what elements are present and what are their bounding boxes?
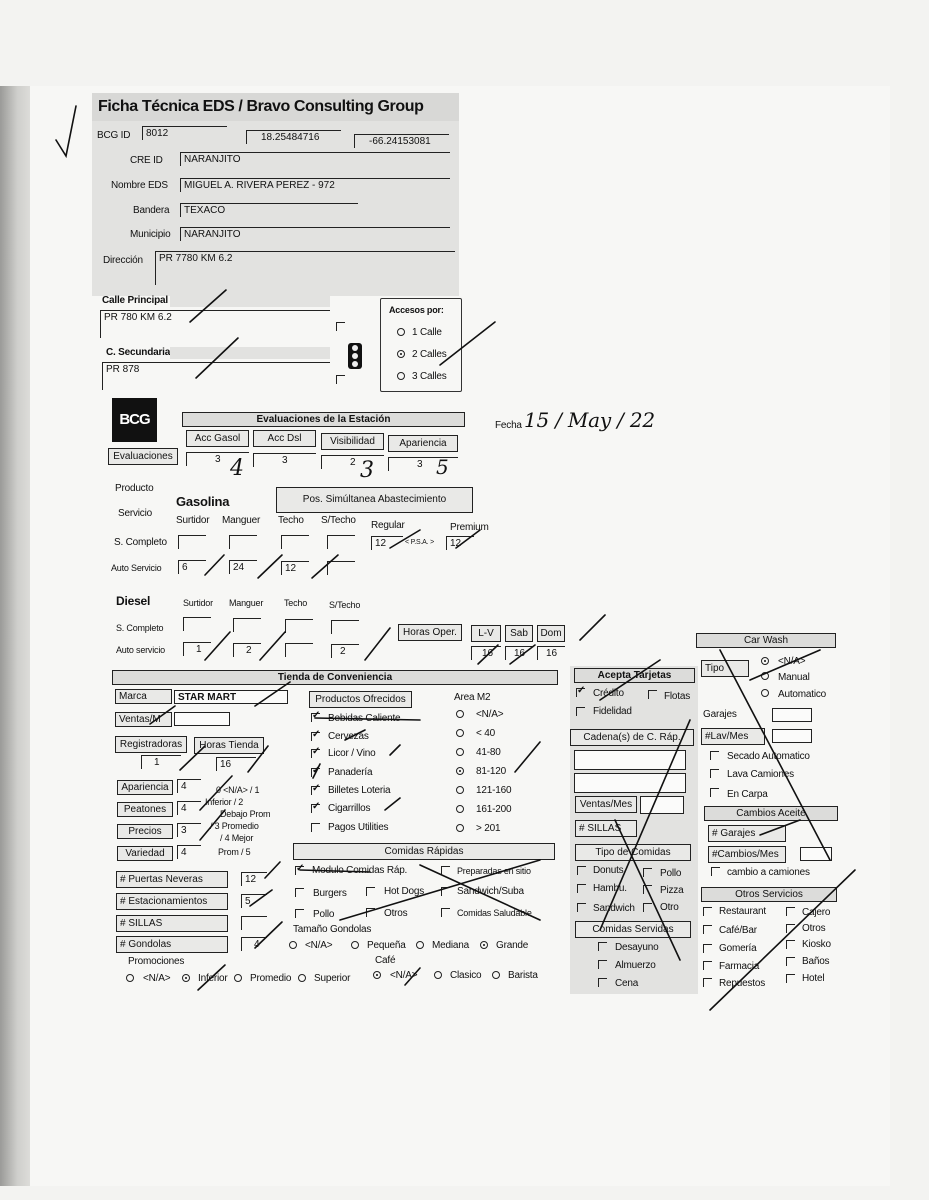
producto-label-5: Cigarrillos	[328, 803, 371, 814]
rating-precios-button[interactable]: Precios	[117, 824, 173, 839]
otros-right-label-2: Kiosko	[802, 939, 831, 950]
otros-left-checkbox-3[interactable]	[703, 961, 712, 970]
ventas-mes-field[interactable]	[640, 796, 684, 814]
scale-line-1: 0 <N/A> / 1	[216, 785, 260, 795]
scale-line-5: / 4 Mejor	[220, 833, 254, 843]
area-radio-3[interactable]	[456, 767, 464, 775]
diesel-title: Diesel	[116, 594, 151, 608]
accesos-option-3: 3 Calles	[412, 371, 447, 382]
eval-col-acc-gasol[interactable]: Acc Gasol	[186, 430, 249, 447]
producto-label: Producto	[115, 483, 154, 494]
servicio-label: Servicio	[118, 508, 152, 519]
servida-checkbox-1[interactable]	[598, 960, 607, 969]
dsl-auto-techo[interactable]	[285, 643, 313, 657]
producto-label-0: Bebidas Caliente	[328, 713, 401, 724]
registradoras-field[interactable]: 1	[141, 755, 181, 769]
traffic-light-icon	[348, 343, 362, 369]
eval-col-acc-dsl[interactable]: Acc Dsl	[253, 430, 316, 447]
cafe-option-1: Clasico	[450, 970, 482, 981]
carwash-extra-checkbox-0[interactable]	[710, 751, 719, 760]
tipo-comida-label-4: Sandwich	[593, 903, 635, 914]
tipo-comida-label-5: Otro	[660, 902, 679, 913]
count-puertas-value[interactable]: 12	[241, 872, 267, 886]
carwash-option-1: Manual	[778, 672, 810, 683]
count-sillas-button[interactable]: # SILLAS	[116, 915, 228, 932]
area-option-6: > 201	[476, 823, 501, 834]
gas-col-techo: Techo	[278, 515, 304, 526]
tamano-gondolas-label: Tamaño Gondolas	[293, 924, 372, 935]
count-estacionamientos-button[interactable]: # Estacionamientos	[116, 893, 228, 910]
tamano-radio-1[interactable]	[351, 941, 359, 949]
tipo-comida-label-2: Hambu.	[593, 883, 627, 894]
dsl-completo-manguer[interactable]	[233, 618, 261, 632]
carwash-extra-label-0: Secado Automatico	[727, 751, 810, 762]
accesos-option-1: 1 Calle	[412, 327, 442, 338]
horas-value-dom[interactable]: 16	[537, 646, 565, 660]
registradoras-button[interactable]: Registradoras	[115, 736, 187, 753]
scale-line-6: Prom / 5	[218, 847, 251, 857]
count-gondolas-button[interactable]: # Gondolas	[116, 936, 228, 953]
carwash-extra-label-2: En Carpa	[727, 789, 768, 800]
evaluaciones-header: Evaluaciones de la Estación	[182, 412, 465, 427]
horas-tienda-field[interactable]: 16	[216, 757, 256, 771]
comida-rapida-label-6: Otros	[384, 908, 408, 919]
otros-right-checkbox-2[interactable]	[786, 940, 795, 949]
producto-label-2: Licor / Vino	[328, 748, 376, 759]
area-radio-0[interactable]	[456, 710, 464, 718]
eval-col-apariencia[interactable]: Apariencia	[388, 435, 458, 452]
productos-ofrecidos-button[interactable]: Productos Ofrecidos	[309, 691, 412, 708]
gas-completo-techo[interactable]	[281, 535, 309, 549]
comidas-servidas-button[interactable]: Comidas Servidas	[575, 921, 691, 938]
eval-value-visibilidad[interactable]: 2	[321, 455, 384, 469]
marca-field[interactable]: STAR MART	[174, 690, 288, 704]
accesos-radio-1[interactable]	[397, 328, 405, 336]
comida-rapida-label-1: Preparadas en sitio	[457, 866, 531, 876]
rating-precios-value[interactable]: 3	[177, 823, 201, 837]
tipo-comida-checkbox-0[interactable]	[577, 866, 586, 875]
producto-checkbox-5[interactable]	[311, 804, 320, 813]
otros-left-label-4: Repuestos	[719, 978, 766, 989]
eval-value-acc-dsl[interactable]: 3	[253, 453, 316, 467]
direccion-field[interactable]: PR 7780 KM 6.2	[155, 251, 455, 285]
cafe-option-2: Barista	[508, 970, 538, 981]
tarjeta-label-fidelidad: Fidelidad	[593, 706, 632, 717]
gas-completo-manguer[interactable]	[229, 535, 257, 549]
otros-left-label-3: Farmacia	[719, 961, 760, 972]
dsl-col-techo: Techo	[284, 598, 308, 608]
carwash-radio-0[interactable]	[761, 657, 769, 665]
cadenas-field-1[interactable]	[574, 750, 686, 770]
eval-col-visibilidad[interactable]: Visibilidad	[321, 433, 384, 450]
comida-rapida-label-4: Sandwich/Suba	[457, 886, 524, 897]
tarjeta-checkbox-fidelidad[interactable]	[576, 707, 585, 716]
gas-col-s-techo: S/Techo	[321, 515, 356, 526]
rating-variedad-button[interactable]: Variedad	[117, 846, 173, 861]
tamano-option-0: <N/A>	[305, 940, 333, 951]
comida-rapida-label-7: Comidas Saludable	[457, 908, 532, 918]
regular-label: Regular	[371, 520, 405, 531]
producto-label-1: Cervezas	[328, 731, 369, 742]
comida-rapida-checkbox-6[interactable]	[366, 908, 375, 917]
dsl-auto-manguer[interactable]: 2	[233, 643, 261, 657]
cambios-mes-button[interactable]: #Cambios/Mes	[708, 846, 786, 863]
tipo-comida-checkbox-4[interactable]	[577, 903, 586, 912]
form-title: Ficha Técnica EDS / Bravo Consulting Group	[92, 93, 459, 121]
area-radio-2[interactable]	[456, 748, 464, 756]
count-gondolas-value[interactable]: 4	[241, 937, 267, 951]
bcg-logo: BCG	[112, 398, 157, 442]
otros-left-checkbox-1[interactable]	[703, 925, 712, 934]
tarjeta-label-flotas: Flotas	[664, 691, 691, 702]
comida-rapida-label-2: Burgers	[313, 888, 347, 899]
otros-left-label-0: Restaurant	[719, 906, 766, 917]
rating-apariencia-value[interactable]: 4	[177, 779, 201, 793]
rating-peatones-value[interactable]: 4	[177, 801, 201, 815]
servida-checkbox-2[interactable]	[598, 978, 607, 987]
carwash-option-0: <N/A>	[778, 656, 806, 667]
horas-col-lv[interactable]: L-V	[471, 625, 501, 642]
producto-checkbox-0[interactable]	[311, 713, 320, 722]
cambios-mes-field[interactable]	[800, 847, 832, 861]
car-wash-header: Car Wash	[696, 633, 836, 648]
carwash-radio-2[interactable]	[761, 689, 769, 697]
scale-line-2: Inferior / 2	[205, 797, 244, 807]
dsl-completo-stecho[interactable]	[331, 620, 359, 634]
carwash-radio-1[interactable]	[761, 672, 769, 680]
otros-left-checkbox-4[interactable]	[703, 978, 712, 987]
promo-radio-1[interactable]	[182, 974, 190, 982]
cafe-label: Café	[375, 955, 396, 966]
count-puertas-button[interactable]: # Puertas Neveras	[116, 871, 228, 888]
servida-label-0: Desayuno	[615, 942, 659, 953]
cadenas-field-2[interactable]	[574, 773, 686, 793]
comida-rapida-checkbox-1[interactable]	[441, 866, 450, 875]
horas-value-sab[interactable]: 16	[505, 646, 533, 660]
area-option-0: <N/A>	[476, 709, 504, 720]
gas-completo-surtidor[interactable]	[178, 535, 206, 549]
tipo-button[interactable]: Tipo	[701, 660, 749, 677]
municipio-label: Municipio	[130, 229, 171, 240]
calle-principal-bar	[170, 295, 330, 307]
calle-principal-field[interactable]: PR 780 KM 6.2	[100, 310, 330, 338]
otros-right-checkbox-3[interactable]	[786, 957, 795, 966]
horas-col-sab[interactable]: Sab	[505, 625, 533, 642]
municipio-field[interactable]: NARANJITO	[180, 227, 450, 241]
area-radio-6[interactable]	[456, 824, 464, 832]
promo-radio-2[interactable]	[234, 974, 242, 982]
area-radio-1[interactable]	[456, 729, 464, 737]
cadenas-button[interactable]: Cadena(s) de C. Ráp.	[570, 729, 694, 746]
producto-label-6: Pagos Utilities	[328, 822, 389, 833]
otros-right-label-4: Hotel	[802, 973, 825, 984]
otros-right-label-1: Otros	[802, 923, 826, 934]
eval-handwritten-acc-gasol: 4	[230, 456, 244, 481]
psa-label: < P.S.A. >	[405, 539, 435, 546]
premium-label: Premium	[450, 522, 489, 533]
tamano-option-2: Mediana	[432, 940, 469, 951]
otros-right-checkbox-4[interactable]	[786, 974, 795, 983]
bandera-field[interactable]: TEXACO	[180, 203, 358, 217]
comida-rapida-checkbox-4[interactable]	[441, 887, 450, 896]
gas-col-manguer: Manguer	[222, 515, 261, 526]
c-secundaria-label: C. Secundaria	[106, 347, 171, 358]
eval-value-acc-gasol[interactable]: 3	[186, 452, 249, 466]
tipo-comida-checkbox-5[interactable]	[643, 903, 652, 912]
tipo-comida-label-1: Pollo	[660, 868, 682, 879]
scale-line-3: Debajo Prom	[220, 809, 271, 819]
dsl-auto-surtidor[interactable]: 1	[183, 642, 211, 656]
otros-right-label-0: Cajero	[802, 907, 831, 918]
gas-auto-surtidor[interactable]: 6	[178, 560, 206, 574]
tamano-radio-2[interactable]	[416, 941, 424, 949]
accesos-radio-2[interactable]	[397, 350, 405, 358]
area-m2-label: Area M2	[454, 692, 491, 703]
cafe-radio-1[interactable]	[434, 971, 442, 979]
comida-rapida-checkbox-5[interactable]	[295, 909, 304, 918]
pos-simultanea-button[interactable]: Pos. Simúltanea Abastecimiento	[276, 487, 473, 513]
comida-rapida-checkbox-2[interactable]	[295, 888, 304, 897]
horas-tienda-button[interactable]: Horas Tienda	[194, 737, 264, 754]
dsl-col-s-techo: S/Techo	[329, 600, 361, 610]
promo-radio-0[interactable]	[126, 974, 134, 982]
eval-value-apariencia[interactable]: 3	[388, 457, 458, 471]
gas-auto-techo[interactable]: 12	[281, 561, 309, 575]
tipo-comida-checkbox-3[interactable]	[643, 885, 652, 894]
carwash-extra-checkbox-2[interactable]	[710, 788, 719, 797]
tipo-comidas-button[interactable]: Tipo de Comidas	[575, 844, 691, 861]
fecha-handwritten: 15 / May / 22	[524, 408, 655, 432]
otros-left-checkbox-2[interactable]	[703, 944, 712, 953]
comida-rapida-label-0: Modulo Comidas Ráp.	[312, 865, 408, 876]
accesos-radio-3[interactable]	[397, 372, 405, 380]
tarjeta-checkbox-flotas[interactable]	[648, 690, 657, 699]
cafe-radio-0[interactable]	[373, 971, 381, 979]
direccion-label: Dirección	[103, 255, 143, 266]
acepta-tarjetas-header: Acepta Tarjetas	[574, 668, 695, 683]
premium-field[interactable]: 12	[446, 536, 474, 550]
fecha-label: Fecha	[495, 420, 522, 431]
servida-label-2: Cena	[615, 978, 639, 989]
comida-rapida-checkbox-3[interactable]	[366, 887, 375, 896]
scale-line-4: / 3 Promedio	[210, 821, 259, 831]
cafe-option-0: <N/A>	[390, 970, 418, 981]
cafe-radio-2[interactable]	[492, 971, 500, 979]
promo-option-3: Superior	[314, 973, 351, 984]
ventas-m-button[interactable]: Ventas/M	[115, 712, 172, 727]
otros-right-checkbox-0[interactable]	[786, 907, 795, 916]
area-radio-5[interactable]	[456, 805, 464, 813]
dsl-row-label-auto: Auto servicio	[116, 645, 165, 655]
area-option-5: 161-200	[476, 804, 512, 815]
tipo-comida-checkbox-2[interactable]	[577, 884, 586, 893]
dsl-col-surtidor: Surtidor	[183, 598, 213, 608]
producto-checkbox-2[interactable]	[311, 749, 320, 758]
bandera-label: Bandera	[133, 205, 170, 216]
nombre-label: Nombre EDS	[111, 180, 168, 191]
garajes-field[interactable]	[772, 708, 812, 722]
promo-option-0: <N/A>	[143, 973, 171, 984]
gas-auto-stecho[interactable]	[327, 561, 355, 575]
comida-rapida-label-3: Hot Dogs	[384, 886, 425, 897]
servida-label-1: Almuerzo	[615, 960, 656, 971]
eval-handwritten-visibilidad: 3	[360, 458, 374, 483]
tamano-radio-3[interactable]	[480, 941, 488, 949]
count-sillas-value[interactable]	[241, 916, 267, 930]
cre-id-label: CRE ID	[130, 155, 163, 166]
cambios-aceite-header: Cambios Aceite	[704, 806, 838, 821]
horas-oper-button[interactable]: Horas Oper.	[398, 624, 462, 641]
rating-variedad-value[interactable]: 4	[177, 845, 201, 859]
tipo-comida-label-3: Pizza	[660, 885, 684, 896]
area-option-1: < 40	[476, 728, 495, 739]
dsl-auto-stecho[interactable]: 2	[331, 644, 359, 658]
latitude-field[interactable]: 18.25484716	[246, 130, 341, 144]
dsl-completo-techo[interactable]	[285, 619, 313, 633]
bcg-id-label: BCG ID	[97, 130, 131, 141]
producto-checkbox-4[interactable]	[311, 786, 320, 795]
gas-row-label-auto: Auto Servicio	[111, 563, 162, 573]
tipo-comida-label-0: Donuts	[593, 865, 624, 876]
producto-checkbox-1[interactable]	[311, 732, 320, 741]
carwash-option-2: Automatico	[778, 689, 827, 700]
area-option-4: 121-160	[476, 785, 512, 796]
ventas-mes-button[interactable]: Ventas/Mes	[575, 796, 637, 813]
gas-row-label-completo: S. Completo	[114, 537, 167, 548]
cambio-camiones-checkbox[interactable]	[711, 867, 720, 876]
tarjeta-checkbox-credito[interactable]	[576, 688, 585, 697]
rating-peatones-button[interactable]: Peatones	[117, 802, 173, 817]
gas-completo-stecho[interactable]	[327, 535, 355, 549]
regular-field[interactable]: 12	[371, 536, 403, 550]
gas-auto-manguer[interactable]: 24	[229, 560, 257, 574]
lav-mes-field[interactable]	[772, 729, 812, 743]
tipo-comida-checkbox-1[interactable]	[643, 868, 652, 877]
promo-option-1: Inferior	[198, 973, 228, 984]
comida-rapida-checkbox-0[interactable]	[295, 866, 304, 875]
otros-right-label-3: Baños	[802, 956, 830, 967]
area-option-2: 41-80	[476, 747, 501, 758]
rating-apariencia-button[interactable]: Apariencia	[117, 780, 173, 795]
tamano-option-3: Grande	[496, 940, 529, 951]
marca-button[interactable]: Marca	[115, 689, 172, 704]
otros-left-checkbox-0[interactable]	[703, 907, 712, 916]
gas-col-surtidor: Surtidor	[176, 515, 210, 526]
carwash-extra-label-1: Lava Camiones	[727, 769, 794, 780]
principal-corner-checkbox[interactable]	[336, 322, 345, 331]
secundaria-corner-checkbox[interactable]	[336, 375, 345, 384]
carwash-extra-checkbox-1[interactable]	[710, 769, 719, 778]
promo-option-2: Promedio	[250, 973, 292, 984]
cre-id-field[interactable]: NARANJITO	[180, 152, 450, 166]
comida-rapida-checkbox-7[interactable]	[441, 908, 450, 917]
accesos-option-2: 2 Calles	[412, 349, 447, 360]
longitude-field[interactable]: -66.24153081	[354, 134, 449, 148]
horas-value-lv[interactable]: 16	[471, 646, 501, 660]
count-estacionamientos-value[interactable]: 5	[241, 894, 267, 908]
horas-col-dom[interactable]: Dom	[537, 625, 565, 642]
otros-left-label-2: Gomería	[719, 943, 757, 954]
otros-right-checkbox-1[interactable]	[786, 924, 795, 933]
producto-checkbox-3[interactable]	[311, 768, 320, 777]
otros-left-label-1: Café/Bar	[719, 925, 757, 936]
c-secundaria-bar	[170, 347, 330, 359]
dsl-completo-surtidor[interactable]	[183, 617, 211, 631]
cambio-camiones-label: cambio a camiones	[727, 867, 810, 878]
producto-label-4: Billetes Loteria	[328, 785, 391, 796]
promociones-label: Promociones	[128, 956, 185, 967]
promo-radio-3[interactable]	[298, 974, 306, 982]
tamano-radio-0[interactable]	[289, 941, 297, 949]
tienda-header: Tienda de Conveniencia	[112, 670, 558, 685]
eval-handwritten-apariencia: 5	[436, 455, 449, 479]
tamano-option-1: Pequeña	[367, 940, 406, 951]
bcg-id-field[interactable]: 8012	[142, 126, 227, 140]
accesos-label: Accesos por:	[389, 305, 444, 315]
gasolina-title: Gasolina	[176, 494, 230, 509]
garajes-label: Garajes	[703, 709, 737, 720]
otros-servicios-header: Otros Servicios	[701, 887, 837, 902]
comida-rapida-label-5: Pollo	[313, 909, 335, 920]
evaluaciones-button[interactable]: Evaluaciones	[108, 448, 178, 465]
lav-mes-button[interactable]: #Lav/Mes	[701, 728, 765, 745]
servida-checkbox-0[interactable]	[598, 942, 607, 951]
dsl-col-manguer: Manguer	[229, 598, 264, 608]
sillas-cr-button[interactable]: # SILLAS	[575, 820, 637, 837]
nombre-field[interactable]: MIGUEL A. RIVERA PEREZ - 972	[180, 178, 450, 192]
dsl-row-label-completo: S. Completo	[116, 623, 164, 633]
tarjeta-label-credito: Crédito	[593, 688, 624, 699]
area-radio-4[interactable]	[456, 786, 464, 794]
ventas-m-field[interactable]	[174, 712, 230, 726]
area-option-3: 81-120	[476, 766, 506, 777]
comidas-rapidas-button[interactable]: Comidas Rápidas	[293, 843, 555, 860]
cambios-garajes-button[interactable]: # Garajes	[708, 825, 786, 842]
producto-checkbox-6[interactable]	[311, 823, 320, 832]
calle-principal-label: Calle Principal	[102, 295, 168, 306]
producto-label-3: Panadería	[328, 767, 373, 778]
c-secundaria-field[interactable]: PR 878	[102, 362, 330, 390]
